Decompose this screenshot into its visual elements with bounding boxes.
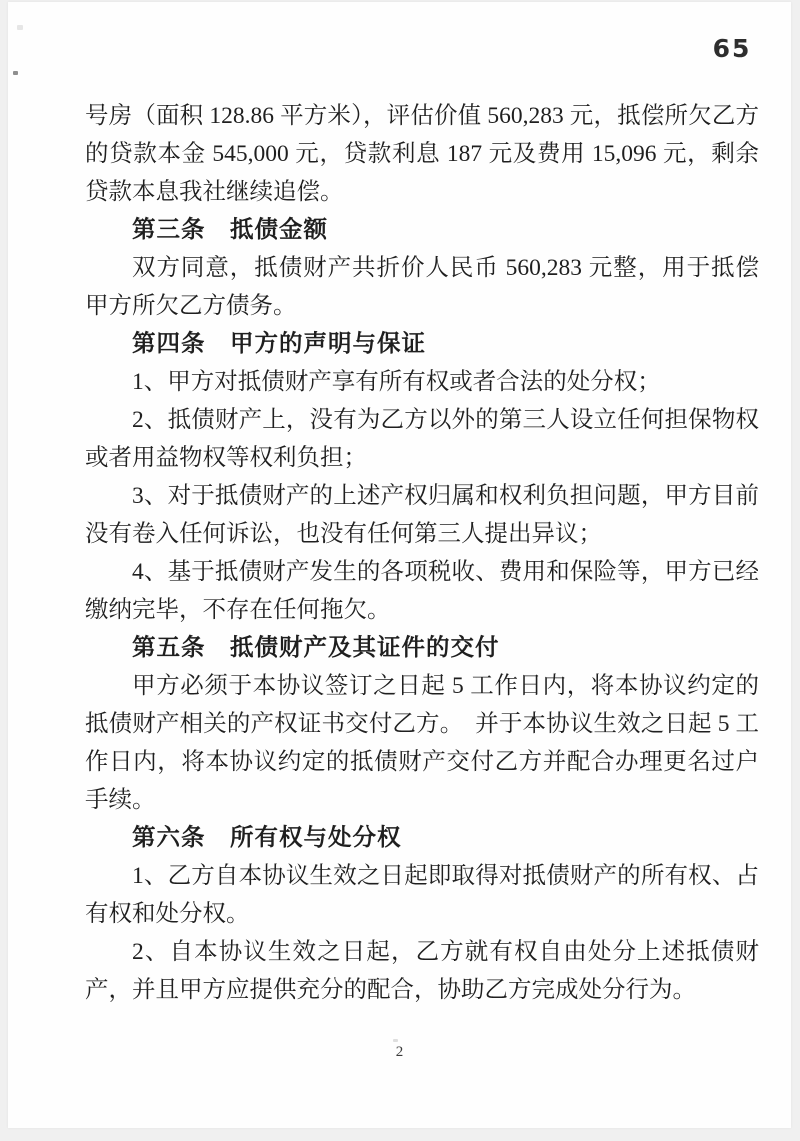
document-page-number: 65	[712, 34, 752, 63]
paragraph: 双方同意，抵债财产共折价人民币 560,283 元整，用于抵偿甲方所欠乙方债务。	[85, 255, 759, 319]
document-body	[85, 97, 759, 1009]
paragraph: 第四条 甲方的声明与保证	[132, 331, 426, 357]
footer-page-number: 2	[395, 1044, 404, 1060]
scan-speck	[13, 71, 18, 75]
paragraph: 第六条 所有权与处分权	[132, 825, 402, 851]
scan-speck	[17, 25, 23, 30]
paragraph: 1、甲方对抵债财产享有所有权或者合法的处分权；	[132, 369, 661, 395]
paragraph: 2、自本协议生效之日起，乙方就有权自由处分上述抵债财产，并且甲方应提供充分的配合，协助乙方完成处分行为。	[85, 939, 759, 1003]
paragraph: 3、对于抵债财产的上述产权归属和权利负担问题，甲方目前没有卷入任何诉讼，也没有任何第三人提出异议；	[85, 483, 759, 547]
scan-speck	[393, 1039, 398, 1042]
paragraph: 第五条 抵债财产及其证件的交付	[132, 635, 500, 661]
paragraph: 1、乙方自本协议生效之日起即取得对抵债财产的所有权、占有权和处分权。	[85, 863, 759, 927]
paragraph: 号房（面积 128.86 平方米），评估价值 560,283 元，抵偿所欠乙方的贷款本金 545,000 元，贷款利息 187 元及费用 15,096 元，剩余贷款本息我社继续追偿。	[85, 103, 759, 205]
paragraph: 第三条 抵债金额	[132, 217, 328, 243]
paragraph: 4、基于抵债财产发生的各项税收、费用和保险等，甲方已经缴纳完毕，不存在任何拖欠。	[85, 559, 759, 623]
paragraph: 2、抵债财产上，没有为乙方以外的第三人设立任何担保物权或者用益物权等权利负担；	[85, 407, 759, 471]
paragraph: 甲方必须于本协议签订之日起 5 工作日内，将本协议约定的抵债财产相关的产权证书交付乙方。 并于本协议生效之日起 5 工作日内，将本协议约定的抵债财产交付乙方并配合办理更名过户手续。	[85, 673, 759, 813]
document-page	[8, 2, 791, 1128]
